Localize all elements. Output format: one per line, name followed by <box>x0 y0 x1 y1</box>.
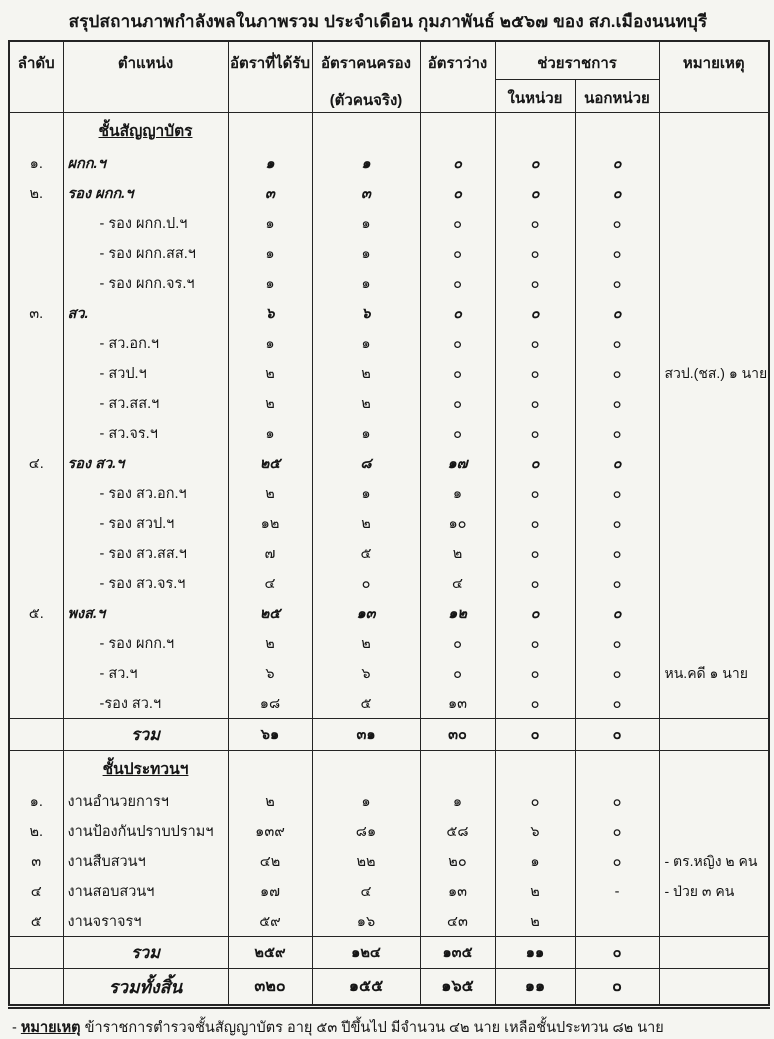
cell-name: - รอง สวป.ฯ <box>63 509 228 539</box>
cell-occupied: ๑ <box>312 479 420 509</box>
cell-remark <box>659 479 769 509</box>
cell-in-unit: ๐ <box>495 389 575 419</box>
cell-occupied: ๔ <box>312 877 420 907</box>
cell-remark <box>659 751 769 787</box>
cell-name: - รอง สว.อก.ฯ <box>63 479 228 509</box>
cell-no <box>9 539 63 569</box>
section-header-row <box>9 751 769 787</box>
cell-occupied: ๑ <box>312 787 420 817</box>
page-title: สรุปสถานภาพกำลังพลในภาพรวม ประจำเดือน กุมภาพันธ์ ๒๕๖๗ ของ สภ.เมืองนนทบุรี <box>68 12 708 31</box>
cell-out-unit: ๐ <box>575 539 659 569</box>
cell-received: ๑ <box>228 209 312 239</box>
cell-remark <box>659 969 769 1007</box>
section-title: ชั้นสัญญาบัตร <box>98 123 193 141</box>
cell-in-unit: ๒ <box>495 907 575 937</box>
personnel-summary-table <box>8 40 770 1009</box>
cell-occupied: ๓ <box>312 179 420 209</box>
cell-no: ๕ <box>9 907 63 937</box>
cell-no <box>9 479 63 509</box>
cell-out-unit: ๐ <box>575 599 659 629</box>
cell-no <box>9 419 63 449</box>
cell-occupied: ๒ <box>312 389 420 419</box>
footnote <box>8 1016 768 1039</box>
cell-vacant: ๑ <box>420 787 495 817</box>
cell-remark <box>659 329 769 359</box>
cell-occupied: ๒ <box>312 359 420 389</box>
cell-out-unit: ๐ <box>575 299 659 329</box>
table-row <box>9 629 769 659</box>
cell-out-unit: ๐ <box>575 569 659 599</box>
cell-out-unit: ๐ <box>575 359 659 389</box>
cell-received: ๒ <box>228 389 312 419</box>
cell-name: -รอง สว.ฯ <box>63 689 228 719</box>
cell-vacant: ๐ <box>420 149 495 179</box>
cell-vacant: ๔๓ <box>420 907 495 937</box>
footnote-dash: - <box>12 1020 21 1036</box>
cell-occupied: ๕ <box>312 539 420 569</box>
cell-no: ๓. <box>9 299 63 329</box>
cell-in-unit: ๐ <box>495 599 575 629</box>
cell-in-unit: ๐ <box>495 329 575 359</box>
table-header <box>9 41 769 113</box>
cell-vacant <box>420 113 495 149</box>
cell-name: - รอง ผกก.ป.ฯ <box>63 209 228 239</box>
cell-remark <box>659 389 769 419</box>
cell-vacant: ๒ <box>420 539 495 569</box>
cell-name: - รอง สว.สส.ฯ <box>63 539 228 569</box>
cell-received: ๑ <box>228 419 312 449</box>
cell-no <box>9 113 63 149</box>
cell-remark <box>659 209 769 239</box>
section-title: ชั้นประทวนฯ <box>102 761 189 779</box>
cell-out-unit: ๐ <box>575 847 659 877</box>
cell-in-unit: ๐ <box>495 149 575 179</box>
cell-occupied <box>312 751 420 787</box>
cell-no: ๒. <box>9 179 63 209</box>
cell-in-unit: ๑๑ <box>495 969 575 1007</box>
cell-no <box>9 509 63 539</box>
cell-name: รอง ผกก.ฯ <box>63 179 228 209</box>
cell-no <box>9 329 63 359</box>
footnote-label: หมายเหตุ <box>20 1020 81 1036</box>
cell-no: ๔. <box>9 449 63 479</box>
total-row <box>9 937 769 969</box>
cell-name: งานป้องกันปราบปรามฯ <box>63 817 228 847</box>
table-row <box>9 659 769 689</box>
cell-name: ผกก.ฯ <box>63 149 228 179</box>
table-row <box>9 817 769 847</box>
cell-in-unit <box>495 751 575 787</box>
cell-in-unit: ๒ <box>495 877 575 907</box>
cell-remark <box>659 149 769 179</box>
cell-name: รวมทั้งสิ้น <box>63 969 228 1007</box>
cell-name: - รอง ผกก.จร.ฯ <box>63 269 228 299</box>
cell-out-unit: ๐ <box>575 419 659 449</box>
cell-remark <box>659 509 769 539</box>
cell-remark <box>659 599 769 629</box>
cell-in-unit: ๐ <box>495 659 575 689</box>
cell-in-unit: ๐ <box>495 569 575 599</box>
table-row <box>9 479 769 509</box>
cell-in-unit: ๐ <box>495 719 575 751</box>
cell-occupied: ๘๑ <box>312 817 420 847</box>
cell-name: - สว.อก.ฯ <box>63 329 228 359</box>
cell-remark: - ตร.หญิง ๒ คน <box>659 847 769 877</box>
cell-out-unit: ๐ <box>575 389 659 419</box>
cell-remark <box>659 689 769 719</box>
cell-received: ๑๓๙ <box>228 817 312 847</box>
table-row <box>9 419 769 449</box>
cell-in-unit: ๐ <box>495 689 575 719</box>
cell-occupied: ๑๕๕ <box>312 969 420 1007</box>
cell-name: รอง สว.ฯ <box>63 449 228 479</box>
table-row <box>9 209 769 239</box>
cell-occupied: ๑ <box>312 239 420 269</box>
cell-no <box>9 209 63 239</box>
cell-vacant: ๐ <box>420 659 495 689</box>
header-no: ลำดับ <box>9 41 63 113</box>
header-occupied-line1: อัตราคนครอง <box>321 55 411 72</box>
table-row <box>9 689 769 719</box>
cell-vacant: ๑๓๕ <box>420 937 495 969</box>
cell-in-unit: ๐ <box>495 787 575 817</box>
cell-received: ๒ <box>228 359 312 389</box>
header-occupied-line2: (ตัวคนจริง) <box>329 92 403 109</box>
cell-vacant: ๕๘ <box>420 817 495 847</box>
cell-name: - สว.จร.ฯ <box>63 419 228 449</box>
cell-vacant: ๐ <box>420 239 495 269</box>
table-row <box>9 539 769 569</box>
cell-no <box>9 239 63 269</box>
cell-received: ๒ <box>228 629 312 659</box>
cell-remark <box>659 787 769 817</box>
cell-remark <box>659 239 769 269</box>
table-row <box>9 179 769 209</box>
header-occupied <box>312 41 420 113</box>
table-row <box>9 239 769 269</box>
cell-out-unit <box>575 113 659 149</box>
cell-out-unit: ๐ <box>575 719 659 751</box>
cell-occupied: ๒ <box>312 629 420 659</box>
table-row <box>9 149 769 179</box>
header-assist-in: ในหน่วย <box>495 79 575 112</box>
cell-received <box>228 751 312 787</box>
cell-no <box>9 937 63 969</box>
cell-vacant: ๐ <box>420 179 495 209</box>
cell-in-unit: ๐ <box>495 209 575 239</box>
cell-vacant: ๑๐ <box>420 509 495 539</box>
cell-no <box>9 659 63 689</box>
cell-out-unit: ๐ <box>575 689 659 719</box>
cell-name <box>63 113 228 149</box>
header-position: ตำแหน่ง <box>63 41 228 113</box>
cell-name: งานอำนวยการฯ <box>63 787 228 817</box>
table-row <box>9 449 769 479</box>
cell-vacant: ๓๐ <box>420 719 495 751</box>
table-row <box>9 359 769 389</box>
cell-in-unit: ๖ <box>495 817 575 847</box>
cell-received: ๖ <box>228 299 312 329</box>
header-remark: หมายเหตุ <box>659 41 769 113</box>
cell-occupied: ๖ <box>312 299 420 329</box>
cell-received: ๒ <box>228 787 312 817</box>
cell-name: - สวป.ฯ <box>63 359 228 389</box>
cell-no <box>9 719 63 751</box>
cell-remark <box>659 113 769 149</box>
cell-remark <box>659 569 769 599</box>
cell-occupied: ๑ <box>312 419 420 449</box>
cell-in-unit: ๑๑ <box>495 937 575 969</box>
cell-vacant: ๑๒ <box>420 599 495 629</box>
footnote-text: ข้าราชการตำรวจชั้นสัญญาบัตร อายุ ๕๓ ปีขึ้นไป มีจำนวน ๔๒ นาย เหลือชั้นประทวน ๘๒ นาย <box>80 1020 664 1036</box>
cell-name: - สว.ฯ <box>63 659 228 689</box>
cell-out-unit <box>575 751 659 787</box>
cell-in-unit: ๐ <box>495 539 575 569</box>
table-row <box>9 787 769 817</box>
cell-in-unit: ๐ <box>495 179 575 209</box>
cell-out-unit: ๐ <box>575 937 659 969</box>
cell-name: งานจราจรฯ <box>63 907 228 937</box>
cell-vacant <box>420 751 495 787</box>
table-row <box>9 599 769 629</box>
cell-no: ๓ <box>9 847 63 877</box>
cell-occupied: ๑๒๔ <box>312 937 420 969</box>
cell-out-unit: ๐ <box>575 969 659 1007</box>
cell-occupied: ๑ <box>312 209 420 239</box>
cell-name <box>63 751 228 787</box>
table-row <box>9 569 769 599</box>
cell-no <box>9 969 63 1007</box>
cell-vacant: ๐ <box>420 629 495 659</box>
cell-vacant: ๐ <box>420 359 495 389</box>
cell-vacant: ๒๐ <box>420 847 495 877</box>
cell-occupied: ๒ <box>312 509 420 539</box>
cell-received: ๑๘ <box>228 689 312 719</box>
cell-occupied: ๑ <box>312 149 420 179</box>
cell-vacant: ๑๗ <box>420 449 495 479</box>
cell-received: ๒๕ <box>228 599 312 629</box>
cell-out-unit: ๐ <box>575 209 659 239</box>
cell-out-unit: ๐ <box>575 269 659 299</box>
cell-no <box>9 569 63 599</box>
header-vacant: อัตราว่าง <box>420 41 495 113</box>
cell-remark <box>659 629 769 659</box>
cell-received: ๔๒ <box>228 847 312 877</box>
cell-remark <box>659 907 769 937</box>
cell-out-unit: ๐ <box>575 239 659 269</box>
cell-vacant: ๐ <box>420 209 495 239</box>
cell-occupied <box>312 113 420 149</box>
cell-in-unit: ๑ <box>495 847 575 877</box>
table-row <box>9 907 769 937</box>
cell-remark <box>659 719 769 751</box>
cell-received: ๗ <box>228 539 312 569</box>
cell-remark <box>659 937 769 969</box>
cell-no <box>9 629 63 659</box>
cell-name: พงส.ฯ <box>63 599 228 629</box>
cell-vacant: ๐ <box>420 269 495 299</box>
section-header-row <box>9 113 769 149</box>
cell-remark: หน.คดี ๑ นาย <box>659 659 769 689</box>
cell-no <box>9 689 63 719</box>
table-row <box>9 877 769 907</box>
cell-out-unit: ๐ <box>575 329 659 359</box>
cell-occupied: ๓๑ <box>312 719 420 751</box>
cell-remark <box>659 539 769 569</box>
cell-in-unit: ๐ <box>495 419 575 449</box>
cell-no: ๑. <box>9 149 63 179</box>
cell-name: - สว.สส.ฯ <box>63 389 228 419</box>
cell-received: ๑๗ <box>228 877 312 907</box>
cell-out-unit: ๐ <box>575 817 659 847</box>
cell-name: - รอง ผกก.สส.ฯ <box>63 239 228 269</box>
cell-remark <box>659 299 769 329</box>
cell-remark: สวป.(ชส.) ๑ นาย <box>659 359 769 389</box>
cell-in-unit: ๐ <box>495 449 575 479</box>
cell-received: ๒๕๙ <box>228 937 312 969</box>
cell-out-unit: - <box>575 877 659 907</box>
cell-name: งานสอบสวนฯ <box>63 877 228 907</box>
cell-remark: - ป่วย ๓ คน <box>659 877 769 907</box>
cell-in-unit: ๐ <box>495 239 575 269</box>
cell-name: - รอง สว.จร.ฯ <box>63 569 228 599</box>
cell-in-unit: ๐ <box>495 629 575 659</box>
cell-name: - รอง ผกก.ฯ <box>63 629 228 659</box>
table-row <box>9 269 769 299</box>
cell-received: ๑๒ <box>228 509 312 539</box>
cell-received: ๓ <box>228 179 312 209</box>
cell-occupied: ๘ <box>312 449 420 479</box>
cell-received: ๔ <box>228 569 312 599</box>
table-row <box>9 329 769 359</box>
cell-out-unit: ๐ <box>575 787 659 817</box>
cell-no <box>9 359 63 389</box>
cell-vacant: ๔ <box>420 569 495 599</box>
cell-vacant: ๐ <box>420 389 495 419</box>
cell-out-unit: ๐ <box>575 449 659 479</box>
cell-no <box>9 389 63 419</box>
cell-occupied: ๒๒ <box>312 847 420 877</box>
cell-out-unit: ๐ <box>575 149 659 179</box>
cell-no: ๔ <box>9 877 63 907</box>
cell-received: ๒๕ <box>228 449 312 479</box>
table-body <box>9 113 769 1007</box>
cell-occupied: ๖ <box>312 659 420 689</box>
table-row <box>9 847 769 877</box>
cell-no <box>9 269 63 299</box>
table-row <box>9 509 769 539</box>
cell-occupied: ๑๖ <box>312 907 420 937</box>
cell-out-unit: ๐ <box>575 659 659 689</box>
grand-total-row <box>9 969 769 1007</box>
cell-vacant: ๐ <box>420 329 495 359</box>
cell-remark <box>659 179 769 209</box>
cell-vacant: ๑๖๕ <box>420 969 495 1007</box>
cell-occupied: ๕ <box>312 689 420 719</box>
cell-received: ๖๑ <box>228 719 312 751</box>
cell-in-unit: ๐ <box>495 269 575 299</box>
cell-remark <box>659 269 769 299</box>
header-assist-out: นอกหน่วย <box>575 79 659 112</box>
cell-received: ๑ <box>228 269 312 299</box>
cell-out-unit <box>575 907 659 937</box>
cell-no: ๑. <box>9 787 63 817</box>
cell-received: ๑ <box>228 149 312 179</box>
cell-received <box>228 113 312 149</box>
total-row <box>9 719 769 751</box>
cell-received: ๒ <box>228 479 312 509</box>
cell-received: ๕๙ <box>228 907 312 937</box>
table-row <box>9 389 769 419</box>
cell-remark <box>659 449 769 479</box>
cell-no: ๕. <box>9 599 63 629</box>
cell-occupied: ๑ <box>312 269 420 299</box>
cell-name: งานสืบสวนฯ <box>63 847 228 877</box>
table-row <box>9 299 769 329</box>
header-assist-group: ช่วยราชการ <box>495 41 659 79</box>
cell-out-unit: ๐ <box>575 479 659 509</box>
cell-out-unit: ๐ <box>575 179 659 209</box>
cell-received: ๓๒๐ <box>228 969 312 1007</box>
cell-in-unit: ๐ <box>495 299 575 329</box>
cell-vacant: ๑๓ <box>420 689 495 719</box>
cell-name: สว. <box>63 299 228 329</box>
cell-in-unit <box>495 113 575 149</box>
cell-no: ๒. <box>9 817 63 847</box>
cell-occupied: ๐ <box>312 569 420 599</box>
cell-no <box>9 751 63 787</box>
cell-remark <box>659 817 769 847</box>
cell-vacant: ๑ <box>420 479 495 509</box>
cell-in-unit: ๐ <box>495 509 575 539</box>
cell-vacant: ๐ <box>420 419 495 449</box>
cell-out-unit: ๐ <box>575 629 659 659</box>
cell-received: ๖ <box>228 659 312 689</box>
cell-in-unit: ๐ <box>495 479 575 509</box>
cell-name: รวม <box>63 719 228 751</box>
cell-received: ๑ <box>228 329 312 359</box>
cell-in-unit: ๐ <box>495 359 575 389</box>
cell-occupied: ๑ <box>312 329 420 359</box>
cell-vacant: ๐ <box>420 299 495 329</box>
header-received: อัตราที่ได้รับ <box>228 41 312 113</box>
cell-received: ๑ <box>228 239 312 269</box>
cell-remark <box>659 419 769 449</box>
cell-vacant: ๑๓ <box>420 877 495 907</box>
cell-name: รวม <box>63 937 228 969</box>
cell-occupied: ๑๓ <box>312 599 420 629</box>
cell-out-unit: ๐ <box>575 509 659 539</box>
